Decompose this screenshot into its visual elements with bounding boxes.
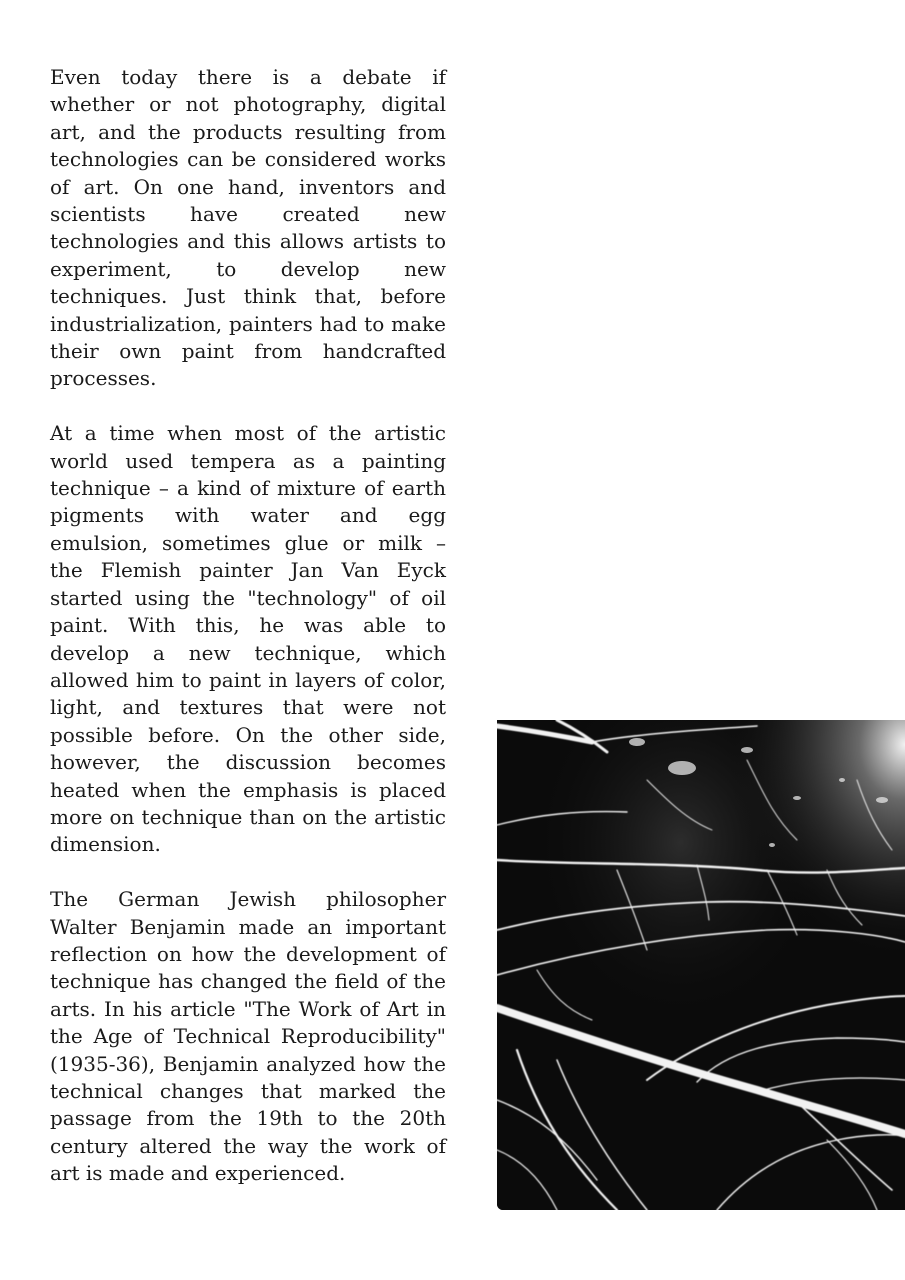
- paragraph-2: At a time when most of the artistic world used tempera as a painting technique – a kind of mixture of earth pigments with water and egg emulsion, sometimes glue or milk – the Flemish painter Jan Van Eyck started using the "technology" of oil paint. With this, he was able to develop a new technique, which allowed him to paint in layers of color, light, and textures that were not possible before. On the other side, however, the discussion becomes heated when the emphasis is placed more on technique than on the artistic dimension.: [50, 421, 446, 857]
- leaf-vein-photo: [497, 720, 905, 1210]
- article-body: [50, 64, 446, 1215]
- paragraph-1: Even today there is a debate if whether or not photography, digital art, and the products resulting from technologies can be considered works of art. On one hand, inventors and scientists have created new technologies and this allows artists to experiment, to develop new techniques. Just think that, before industrialization, painters had to make their own paint from handcrafted processes.: [50, 65, 446, 391]
- leaf-vein-image: [497, 720, 905, 1210]
- paragraph-3: The German Jewish philosopher Walter Benjamin made an important reflection on how the development of technique has changed the field of the arts. In his article "The Work of Art in the Age of Technical Reproducibility" (1935-36), Benjamin analyzed how the technical changes that marked the passage from the 19th to the 20th century altered the way the work of art is made and experienced.: [50, 887, 446, 1186]
